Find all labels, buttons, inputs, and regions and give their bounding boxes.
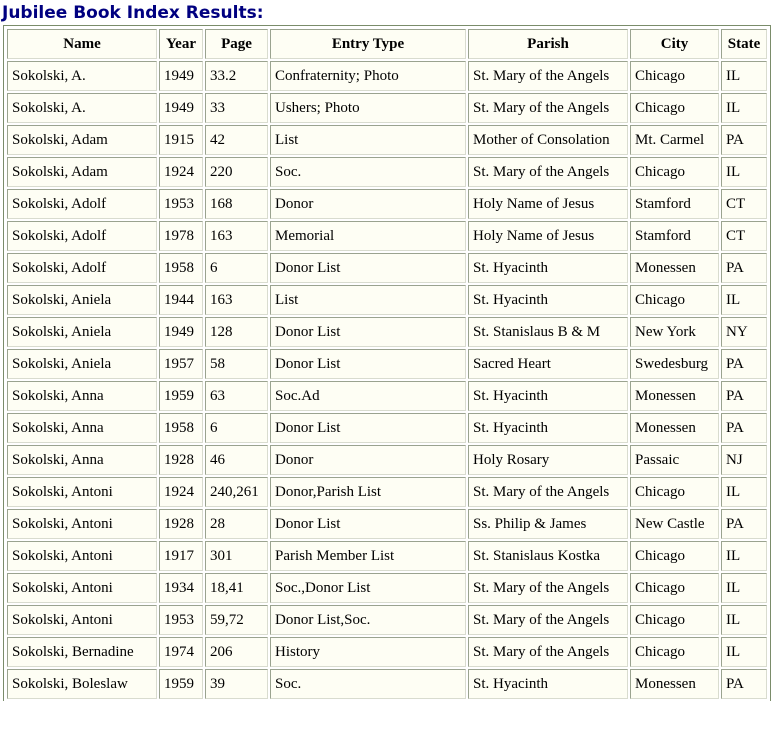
cell-year: 1959 [159, 669, 203, 699]
cell-year: 1917 [159, 541, 203, 571]
table-row [7, 157, 767, 187]
cell-parish: St. Stanislaus B & M [468, 317, 628, 347]
cell-name: Sokolski, Anna [7, 445, 157, 475]
cell-year: 1949 [159, 61, 203, 91]
cell-entry-type: Donor List [270, 317, 466, 347]
cell-city: Mt. Carmel [630, 125, 719, 155]
cell-name: Sokolski, Adolf [7, 221, 157, 251]
cell-parish: St. Hyacinth [468, 285, 628, 315]
table-row [7, 605, 767, 635]
cell-city: Passaic [630, 445, 719, 475]
cell-page: 220 [205, 157, 268, 187]
cell-entry-type: Memorial [270, 221, 466, 251]
cell-entry-type: Donor [270, 445, 466, 475]
cell-name: Sokolski, Boleslaw [7, 669, 157, 699]
cell-state: NY [721, 317, 767, 347]
cell-entry-type: Donor List [270, 509, 466, 539]
cell-entry-type: List [270, 285, 466, 315]
cell-page: 28 [205, 509, 268, 539]
cell-city: Stamford [630, 189, 719, 219]
results-table-frame [3, 25, 771, 701]
table-row [7, 541, 767, 571]
cell-city: New York [630, 317, 719, 347]
cell-state: CT [721, 221, 767, 251]
cell-name: Sokolski, Antoni [7, 509, 157, 539]
cell-year: 1978 [159, 221, 203, 251]
cell-year: 1957 [159, 349, 203, 379]
cell-parish: St. Mary of the Angels [468, 605, 628, 635]
cell-page: 163 [205, 285, 268, 315]
cell-entry-type: Parish Member List [270, 541, 466, 571]
cell-name: Sokolski, Antoni [7, 605, 157, 635]
cell-year: 1974 [159, 637, 203, 667]
cell-parish: St. Mary of the Angels [468, 93, 628, 123]
cell-city: New Castle [630, 509, 719, 539]
cell-state: IL [721, 285, 767, 315]
cell-city: Monessen [630, 381, 719, 411]
cell-name: Sokolski, Adolf [7, 189, 157, 219]
cell-year: 1924 [159, 157, 203, 187]
cell-state: IL [721, 93, 767, 123]
cell-parish: St. Mary of the Angels [468, 573, 628, 603]
cell-parish: St. Hyacinth [468, 669, 628, 699]
cell-name: Sokolski, Antoni [7, 573, 157, 603]
column-header-parish: Parish [468, 29, 628, 59]
cell-year: 1928 [159, 509, 203, 539]
cell-entry-type: History [270, 637, 466, 667]
cell-name: Sokolski, Bernadine [7, 637, 157, 667]
cell-city: Chicago [630, 541, 719, 571]
table-row [7, 509, 767, 539]
table-row [7, 669, 767, 699]
column-header-year: Year [159, 29, 203, 59]
cell-page: 206 [205, 637, 268, 667]
cell-state: PA [721, 349, 767, 379]
cell-city: Chicago [630, 477, 719, 507]
results-table [5, 27, 769, 701]
cell-page: 58 [205, 349, 268, 379]
cell-name: Sokolski, Aniela [7, 285, 157, 315]
cell-city: Chicago [630, 285, 719, 315]
cell-parish: Holy Name of Jesus [468, 189, 628, 219]
cell-name: Sokolski, Aniela [7, 349, 157, 379]
cell-entry-type: Donor [270, 189, 466, 219]
cell-year: 1953 [159, 605, 203, 635]
cell-city: Stamford [630, 221, 719, 251]
cell-entry-type: Donor List [270, 413, 466, 443]
cell-page: 301 [205, 541, 268, 571]
cell-city: Chicago [630, 637, 719, 667]
cell-parish: St. Mary of the Angels [468, 637, 628, 667]
table-row [7, 253, 767, 283]
cell-page: 42 [205, 125, 268, 155]
cell-entry-type: Donor List [270, 349, 466, 379]
cell-state: PA [721, 125, 767, 155]
cell-page: 6 [205, 253, 268, 283]
cell-page: 128 [205, 317, 268, 347]
cell-page: 46 [205, 445, 268, 475]
cell-page: 6 [205, 413, 268, 443]
column-header-page: Page [205, 29, 268, 59]
cell-year: 1949 [159, 93, 203, 123]
cell-city: Monessen [630, 669, 719, 699]
table-row [7, 477, 767, 507]
cell-year: 1959 [159, 381, 203, 411]
cell-parish: St. Hyacinth [468, 253, 628, 283]
cell-state: PA [721, 413, 767, 443]
table-row [7, 221, 767, 251]
cell-entry-type: Soc. [270, 157, 466, 187]
cell-state: IL [721, 477, 767, 507]
cell-state: IL [721, 573, 767, 603]
table-row [7, 93, 767, 123]
cell-name: Sokolski, Aniela [7, 317, 157, 347]
cell-name: Sokolski, Anna [7, 413, 157, 443]
table-row [7, 125, 767, 155]
cell-year: 1944 [159, 285, 203, 315]
cell-entry-type: Donor List,Soc. [270, 605, 466, 635]
cell-page: 33.2 [205, 61, 268, 91]
cell-state: IL [721, 61, 767, 91]
cell-parish: Holy Name of Jesus [468, 221, 628, 251]
cell-year: 1953 [159, 189, 203, 219]
cell-state: IL [721, 157, 767, 187]
cell-page: 59,72 [205, 605, 268, 635]
table-row [7, 349, 767, 379]
cell-city: Monessen [630, 253, 719, 283]
cell-city: Swedesburg [630, 349, 719, 379]
cell-name: Sokolski, A. [7, 61, 157, 91]
cell-year: 1924 [159, 477, 203, 507]
cell-name: Sokolski, Antoni [7, 541, 157, 571]
cell-city: Chicago [630, 93, 719, 123]
table-row [7, 317, 767, 347]
cell-state: IL [721, 541, 767, 571]
cell-state: PA [721, 669, 767, 699]
column-header-city: City [630, 29, 719, 59]
cell-page: 39 [205, 669, 268, 699]
column-header-entry-type: Entry Type [270, 29, 466, 59]
table-row [7, 285, 767, 315]
cell-year: 1958 [159, 413, 203, 443]
cell-year: 1915 [159, 125, 203, 155]
cell-page: 240,261 [205, 477, 268, 507]
cell-parish: Mother of Consolation [468, 125, 628, 155]
cell-year: 1958 [159, 253, 203, 283]
cell-parish: St. Hyacinth [468, 381, 628, 411]
cell-city: Chicago [630, 157, 719, 187]
table-row [7, 61, 767, 91]
cell-page: 163 [205, 221, 268, 251]
cell-year: 1934 [159, 573, 203, 603]
results-table-body [7, 61, 767, 699]
table-row [7, 413, 767, 443]
cell-city: Monessen [630, 413, 719, 443]
page-title: Jubilee Book Index Results: [2, 3, 264, 23]
cell-parish: St. Mary of the Angels [468, 477, 628, 507]
cell-name: Sokolski, Adam [7, 125, 157, 155]
cell-page: 63 [205, 381, 268, 411]
cell-name: Sokolski, Adam [7, 157, 157, 187]
cell-city: Chicago [630, 61, 719, 91]
cell-name: Sokolski, Antoni [7, 477, 157, 507]
cell-city: Chicago [630, 573, 719, 603]
column-header-state: State [721, 29, 767, 59]
cell-page: 33 [205, 93, 268, 123]
cell-city: Chicago [630, 605, 719, 635]
cell-entry-type: Donor,Parish List [270, 477, 466, 507]
cell-parish: St. Stanislaus Kostka [468, 541, 628, 571]
cell-parish: Holy Rosary [468, 445, 628, 475]
cell-name: Sokolski, Adolf [7, 253, 157, 283]
table-row [7, 637, 767, 667]
cell-page: 18,41 [205, 573, 268, 603]
cell-entry-type: Donor List [270, 253, 466, 283]
cell-parish: St. Mary of the Angels [468, 61, 628, 91]
cell-state: NJ [721, 445, 767, 475]
cell-parish: Sacred Heart [468, 349, 628, 379]
cell-entry-type: Soc. [270, 669, 466, 699]
cell-entry-type: Soc.,Donor List [270, 573, 466, 603]
cell-year: 1949 [159, 317, 203, 347]
cell-parish: St. Hyacinth [468, 413, 628, 443]
cell-state: PA [721, 381, 767, 411]
cell-parish: St. Mary of the Angels [468, 157, 628, 187]
cell-name: Sokolski, Anna [7, 381, 157, 411]
table-row [7, 573, 767, 603]
cell-state: CT [721, 189, 767, 219]
cell-entry-type: List [270, 125, 466, 155]
cell-state: IL [721, 605, 767, 635]
cell-page: 168 [205, 189, 268, 219]
cell-state: IL [721, 637, 767, 667]
cell-parish: Ss. Philip & James [468, 509, 628, 539]
column-header-name: Name [7, 29, 157, 59]
cell-entry-type: Confraternity; Photo [270, 61, 466, 91]
cell-year: 1928 [159, 445, 203, 475]
cell-state: PA [721, 253, 767, 283]
header-row [7, 29, 767, 59]
table-row [7, 189, 767, 219]
cell-entry-type: Soc.Ad [270, 381, 466, 411]
cell-entry-type: Ushers; Photo [270, 93, 466, 123]
table-row [7, 381, 767, 411]
cell-state: PA [721, 509, 767, 539]
cell-name: Sokolski, A. [7, 93, 157, 123]
table-row [7, 445, 767, 475]
